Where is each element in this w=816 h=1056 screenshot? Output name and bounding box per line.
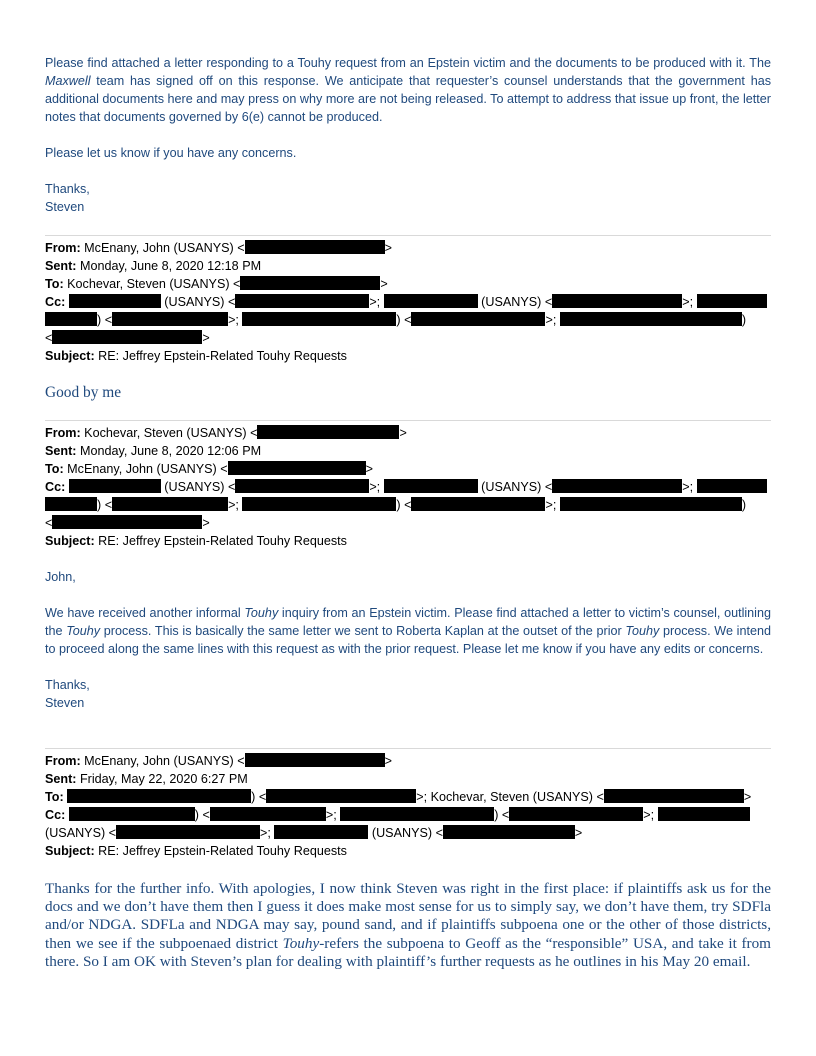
sent-value: Friday, May 22, 2020 6:27 PM: [76, 772, 248, 786]
from-value: McEnany, John (USANYS) <: [80, 754, 245, 768]
cc-text: ) <: [396, 313, 412, 327]
email1-signoff: Thanks,: [45, 182, 90, 196]
redaction-block: [45, 497, 97, 511]
email-header-3: [45, 752, 771, 860]
from-label: From:: [45, 241, 81, 255]
to-text: >; Kochevar, Steven (USANYS) <: [416, 790, 604, 804]
to-text: ) <: [251, 790, 267, 804]
from-label: From:: [45, 754, 81, 768]
sent-label: Sent:: [45, 259, 77, 273]
redaction-block: [509, 807, 643, 821]
bracket: >: [384, 241, 392, 255]
cc-label: Cc:: [45, 295, 66, 309]
redaction-block: [552, 479, 682, 493]
redaction-block: [340, 807, 494, 821]
bracket: >: [399, 426, 407, 440]
cc-line: [45, 478, 771, 496]
subject-line: [45, 842, 771, 860]
italic-term: Touhy: [66, 624, 101, 638]
subject-label: Subject:: [45, 534, 95, 548]
email-header-2: [45, 424, 771, 550]
redaction-block: [257, 425, 399, 439]
email3-body: [45, 880, 771, 971]
cc-text: >;: [260, 826, 271, 840]
redaction-block: [658, 807, 750, 821]
cc-text: >;: [643, 808, 655, 822]
redaction-block: [210, 807, 326, 821]
redaction-block: [411, 312, 545, 326]
redaction-block: [560, 497, 742, 511]
email2-signature: Steven: [45, 696, 85, 710]
to-label: To:: [45, 462, 64, 476]
sent-value: Monday, June 8, 2020 12:18 PM: [76, 259, 262, 273]
redaction-block: [245, 240, 385, 254]
bracket: >: [384, 754, 392, 768]
redaction-block: [67, 789, 251, 803]
subject-line: [45, 347, 771, 365]
email-header-1: [45, 239, 771, 365]
redaction-block: [69, 294, 161, 308]
cc-text: (USANYS) <: [160, 480, 236, 494]
text-span: Thanks for the further info. With apologies, I now think Steven was right in the first place: if plaintiffs ask us for the docs and we don’t have them then I guess it does make most sense for us to simply say, we don’t have them, try SDFla and/or NDGA. SDFLa and NDGA may say, pound sand, and if plaintiffs subpoena one or the other of those districts, then we see if the subpoenaed district: [45, 880, 771, 952]
cc-text: >;: [228, 498, 239, 512]
redaction-block: [604, 789, 744, 803]
cc-text: (USANYS) <: [45, 826, 117, 840]
redaction-block: [45, 312, 97, 326]
subject-line: [45, 532, 771, 550]
from-label: From:: [45, 426, 81, 440]
cc-line-3: [45, 514, 771, 532]
redaction-block: [235, 479, 369, 493]
redaction-block: [245, 753, 385, 767]
italic-term: Touhy: [625, 624, 660, 638]
bracket: >: [574, 826, 583, 840]
email1-paragraph-2: Please let us know if you have any concerns.: [45, 146, 297, 160]
redaction-block: [228, 461, 366, 475]
email2-paragraph: [45, 604, 771, 658]
cc-text: ): [741, 498, 747, 512]
cc-text: ): [741, 313, 747, 327]
bracket: >: [743, 790, 752, 804]
bracket: >: [202, 331, 210, 345]
sent-label: Sent:: [45, 444, 77, 458]
redaction-block: [116, 825, 260, 839]
to-value: Kochevar, Steven (USANYS) <: [63, 277, 241, 291]
redaction-block: [242, 312, 396, 326]
from-line: [45, 752, 771, 770]
redaction-block: [384, 479, 478, 493]
cc-text: (USANYS) <: [477, 295, 553, 309]
cc-line: [45, 293, 771, 311]
redaction-block: [274, 825, 368, 839]
subject-label: Subject:: [45, 349, 95, 363]
subject-value: RE: Jeffrey Epstein-Related Touhy Requests: [94, 534, 347, 548]
separator-rule: [45, 420, 771, 421]
cc-text: (USANYS) <: [477, 480, 553, 494]
redaction-block: [242, 497, 396, 511]
cc-label: Cc:: [45, 480, 66, 494]
sent-label: Sent:: [45, 772, 77, 786]
redaction-block: [697, 479, 767, 493]
redaction-block: [552, 294, 682, 308]
text-span: We have received another informal: [45, 606, 245, 620]
email3-paragraph: [45, 880, 771, 971]
bracket: >: [365, 462, 373, 476]
from-value: McEnany, John (USANYS) <: [80, 241, 245, 255]
cc-line-2: [45, 311, 771, 329]
cc-text: >;: [682, 295, 694, 309]
cc-text: (USANYS) <: [368, 826, 443, 840]
cc-text: >;: [545, 313, 557, 327]
sent-line: [45, 442, 771, 460]
cc-text: >;: [228, 313, 239, 327]
redaction-block: [69, 807, 195, 821]
cc-label: Cc:: [45, 808, 66, 822]
from-line: [45, 424, 771, 442]
reply1-body: Good by me: [45, 384, 122, 401]
redaction-block: [69, 479, 161, 493]
separator-rule: [45, 235, 771, 236]
to-label: To:: [45, 277, 64, 291]
cc-text: >;: [325, 808, 337, 822]
redaction-block: [384, 294, 478, 308]
cc-text: >;: [682, 480, 694, 494]
sent-line: [45, 257, 771, 275]
to-value: McEnany, John (USANYS) <: [63, 462, 228, 476]
redaction-block: [52, 515, 202, 529]
sent-line: [45, 770, 771, 788]
text-span: -refers the subpoena to Geoff as the “responsible” USA, and take it from there. So I am OK with Steven’s plan for dealing with plaintiff’s further requests as he outlines in his May 20 email.: [45, 934, 771, 970]
cc-line-2: [45, 496, 771, 514]
email2-signoff: Thanks,: [45, 678, 90, 692]
text-span: team has signed off on this response. We anticipate that requester’s counsel understands that the government has additional documents here and may press on why more are not being released. To attempt to address that issue up front, the letter notes that documents governed by 6(e) cannot be produced.: [45, 74, 771, 124]
cc-text: >;: [545, 498, 557, 512]
from-value: Kochevar, Steven (USANYS) <: [80, 426, 258, 440]
cc-line-3: [45, 329, 771, 347]
text-span: process. This is basically the same letter we sent to Roberta Kaplan at the outset of the prior: [100, 624, 626, 638]
redaction-block: [112, 497, 228, 511]
text-span: Please find attached a letter responding to a Touhy request from an Epstein victim and the documents to be produced with it. The: [45, 56, 771, 70]
cc-text: ) <: [194, 808, 210, 822]
cc-text: ) <: [97, 498, 113, 512]
redaction-block: [411, 497, 545, 511]
email2-greeting: John,: [45, 570, 76, 584]
separator-rule: [45, 748, 771, 749]
cc-text: >;: [369, 480, 381, 494]
to-line: [45, 460, 771, 478]
to-line: [45, 275, 771, 293]
email1-signature: Steven: [45, 200, 85, 214]
email2-body: [45, 568, 771, 712]
sent-value: Monday, June 8, 2020 12:06 PM: [76, 444, 262, 458]
text-span: inquiry from an Epstein victim. Please find attached a letter to victim’s counsel, outlining the: [45, 606, 771, 638]
italic-case-name: Maxwell: [45, 74, 91, 88]
cc-text: <: [45, 516, 53, 530]
cc-line: [45, 806, 771, 824]
subject-label: Subject:: [45, 844, 95, 858]
bracket: >: [380, 277, 388, 291]
cc-text: <: [45, 331, 53, 345]
bracket: >: [202, 516, 210, 530]
subject-value: RE: Jeffrey Epstein-Related Touhy Requests: [94, 844, 347, 858]
subject-value: RE: Jeffrey Epstein-Related Touhy Requests: [94, 349, 347, 363]
cc-text: (USANYS) <: [160, 295, 236, 309]
cc-text: ) <: [494, 808, 510, 822]
email1-body: [45, 54, 771, 216]
to-label: To:: [45, 790, 64, 804]
email1-paragraph-1: [45, 54, 771, 126]
redaction-block: [266, 789, 416, 803]
text-span: process. We intend to proceed along the same lines with this request as with the prior request. Please let me know if you have any edits or concerns.: [45, 624, 771, 656]
cc-line-2: [45, 824, 771, 842]
redaction-block: [697, 294, 767, 308]
redaction-block: [112, 312, 228, 326]
to-line: [45, 788, 771, 806]
cc-text: ) <: [97, 313, 113, 327]
cc-text: ) <: [396, 498, 412, 512]
redaction-block: [560, 312, 742, 326]
italic-term: Touhy: [282, 934, 320, 952]
redaction-block: [443, 825, 575, 839]
redaction-block: [52, 330, 202, 344]
redaction-block: [235, 294, 369, 308]
from-line: [45, 239, 771, 257]
cc-text: >;: [369, 295, 381, 309]
italic-term: Touhy: [244, 606, 279, 620]
redaction-block: [240, 276, 380, 290]
